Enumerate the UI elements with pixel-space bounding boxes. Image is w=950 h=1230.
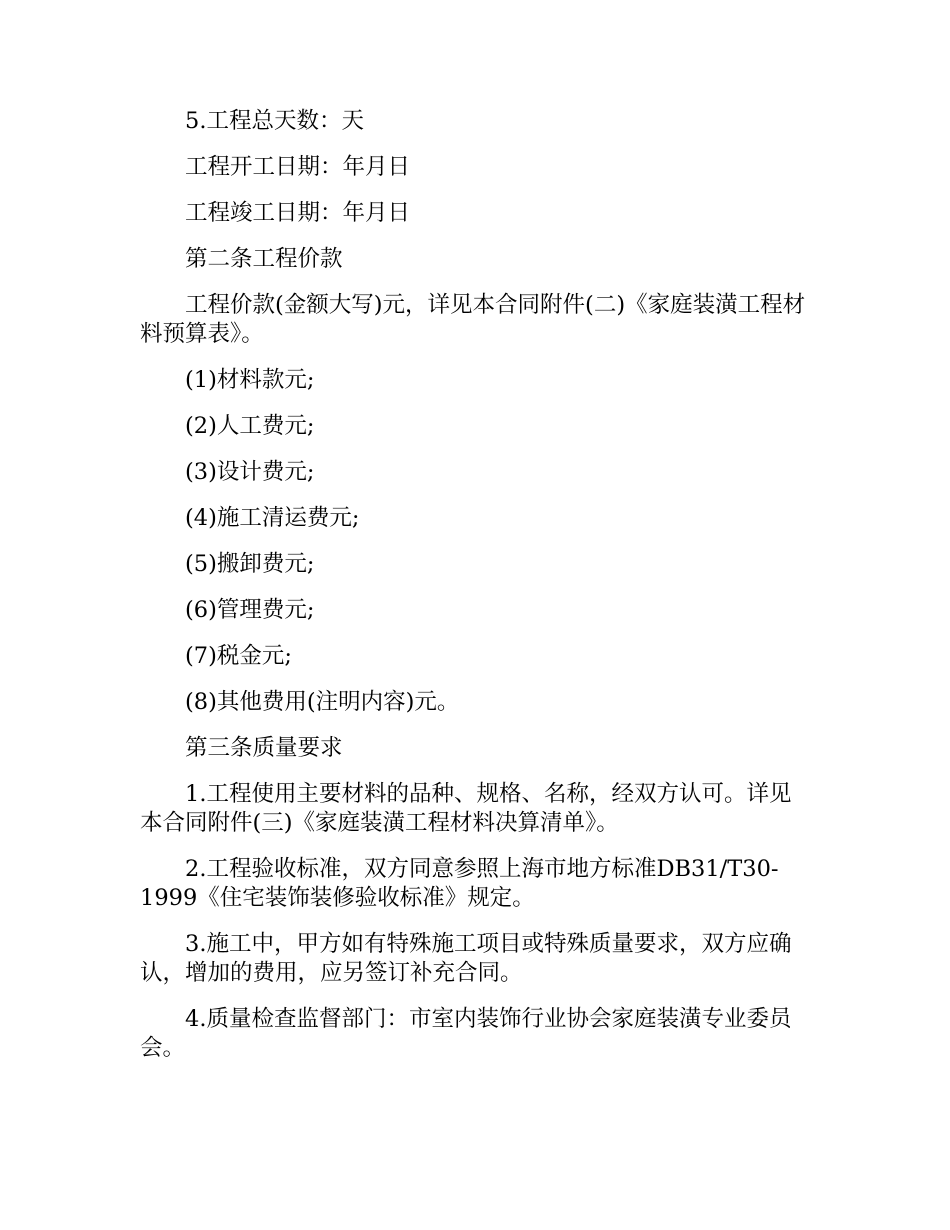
total-days-line: 5.工程总天数：天	[185, 108, 364, 134]
fee-item-tax: (7)税金元;	[185, 643, 292, 669]
fee-item-management: (6)管理费元;	[185, 597, 315, 623]
document-page	[140, 107, 808, 1080]
article-2-heading: 第二条工程价款	[185, 246, 343, 272]
fee-item-handling: (5)搬卸费元;	[185, 551, 315, 577]
fee-item-design: (3)设计费元;	[185, 459, 315, 485]
quality-item-4: 4.质量检查监督部门：市室内装饰行业协会家庭装潢专业委员会。	[140, 1006, 792, 1061]
completion-date-line: 工程竣工日期：年月日	[185, 200, 411, 226]
quality-item-1: 1.工程使用主要材料的品种、规格、名称，经双方认可。详见本合同附件(三)《家庭装潢工程材料决算清单》。	[140, 781, 792, 836]
quality-item-2: 2.工程验收标准，双方同意参照上海市地方标准DB31/T30-1999《住宅装饰装修验收标准》规定。	[140, 856, 779, 911]
fee-item-materials: (1)材料款元;	[185, 367, 315, 393]
article-3-heading: 第三条质量要求	[185, 735, 343, 761]
fee-item-other: (8)其他费用(注明内容)元。	[185, 689, 460, 715]
fee-item-cleanup: (4)施工清运费元;	[185, 505, 360, 531]
fee-item-labor: (2)人工费元;	[185, 413, 315, 439]
start-date-line: 工程开工日期：年月日	[185, 154, 411, 180]
quality-item-3: 3.施工中，甲方如有特殊施工项目或特殊质量要求，双方应确认，增加的费用，应另签订补充合同。	[140, 931, 792, 986]
price-paragraph: 工程价款(金额大写)元，详见本合同附件(二)《家庭装潢工程材料预算表》。	[140, 292, 806, 347]
